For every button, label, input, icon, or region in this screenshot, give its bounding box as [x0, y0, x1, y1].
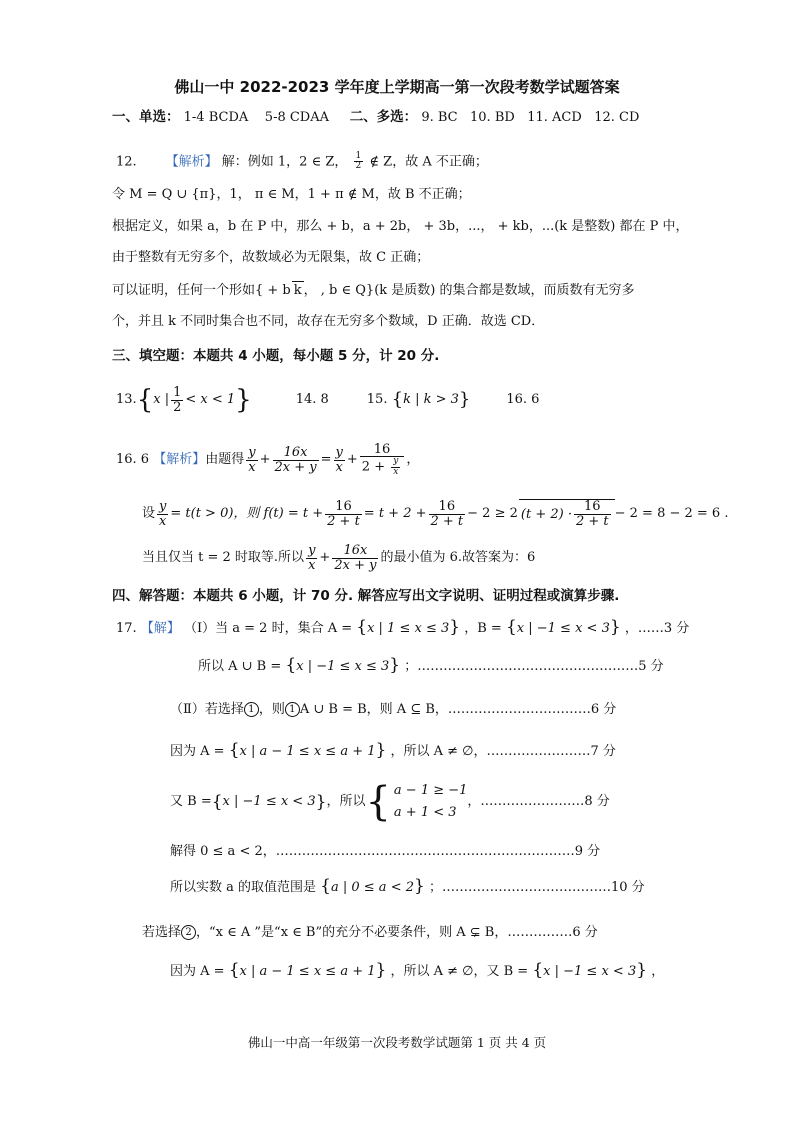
union-set: x | −1 ≤ x ≤ 3	[296, 659, 390, 674]
q12-text: ∉ Z，故 A 不正确；	[369, 154, 488, 170]
q17-line-2: 所以 A ∪ B = {x | −1 ≤ x ≤ 3} ；……………………………………………5 分	[198, 655, 664, 675]
q17-text: 所以实数 a 的取值范围是	[170, 880, 317, 895]
q17-score: ，……3 分	[624, 621, 690, 636]
circled-number-2: 2	[181, 925, 196, 940]
q17-line-5: 又 B = { x | −1 ≤ x < 3 } ，所以 { a − 1 ≥ −1 a + 1 < 3 ，……………………8 分	[170, 779, 610, 825]
q13-text: x |	[153, 392, 170, 407]
page-title: 佛山一中 2022-2023 学年度上学期高一第一次段考数学试题答案	[174, 78, 620, 96]
q17-text: ，所以 A ≠ ∅，又 B =	[390, 964, 529, 979]
q12-analysis-tag: 【解析】	[165, 154, 218, 170]
fraction: $\frac{y}{x}$	[335, 444, 343, 475]
q17-text: （Ⅱ）若选择	[170, 702, 244, 717]
q17-line-9: 因为 A = {x | a − 1 ≤ x ≤ a + 1} ，所以 A ≠ ∅，又 B = {x | −1 ≤ x < 3} ，	[170, 960, 665, 980]
system-brace: {	[365, 779, 391, 825]
brace-right: }	[235, 385, 252, 415]
fraction: $\frac{y}{x}$	[308, 542, 316, 573]
single-answer-1: 1-4 BCDA	[183, 110, 249, 125]
q17-line-6: 解得 0 ≤ a < 2，……………………………………………………………9 分	[170, 844, 601, 859]
set-b: x | −1 ≤ x < 3	[516, 621, 610, 636]
fraction: $\frac{1}{2}$	[355, 151, 362, 172]
q16-text: = t(t > 0)，则 f(t) = t +	[170, 506, 324, 521]
q16-answer: 16. 6	[506, 392, 540, 407]
single-answer-2: 5-8 CDAA	[264, 110, 330, 125]
fraction: $\frac{16}{2 + t}$	[430, 498, 464, 529]
q16-analysis-tag: 【解析】	[153, 452, 206, 467]
q15-answer: k | k > 3	[403, 392, 459, 407]
q17-text: ，所以	[326, 794, 366, 809]
q17-score: ，……………………8 分	[467, 794, 610, 809]
q17-text: ，	[651, 964, 665, 979]
q16-text: − 2 ≥ 2	[467, 506, 518, 521]
q12-number: 12.	[116, 154, 137, 170]
q17-text: 若选择	[142, 925, 182, 940]
page-footer: 佛山一中高一年级第一次段考数学试题第 1 页 共 4 页	[247, 1035, 547, 1050]
fraction: $\frac{16}{2 + t}$	[327, 498, 360, 529]
q17-lead: 17.	[116, 621, 137, 636]
equals-sign: =	[320, 452, 332, 467]
fraction: $\frac{16x}{2x + y}$	[274, 444, 317, 475]
brace-right: }	[458, 389, 471, 410]
q12-text: 可以证明，任何一个形如{ + b	[112, 283, 291, 298]
q17-text: 所以 A ∪ B =	[198, 659, 282, 674]
circled-number-1: 1	[285, 702, 300, 717]
circled-number-1: 1	[244, 702, 259, 717]
q16-line-2	[142, 494, 728, 534]
q16-text: 由题得	[205, 452, 245, 467]
q16-text: 当且仅当 t = 2 时取等.所以	[142, 550, 305, 565]
q16-lead: 16. 6	[116, 452, 150, 467]
set-a-general: x | a − 1 ≤ x ≤ a + 1	[239, 964, 376, 979]
q17-line-3	[170, 701, 616, 719]
q17-solution-tag: 【解】	[140, 621, 180, 636]
section4-heading: 四、解答题：本题共 6 小题，计 70 分. 解答应写出文字说明、证明过程或演算步骤.	[112, 588, 620, 604]
q12-line-6: 个，并且 k 不同时集合也不同，故存在无穷多个数域，D 正确．故选 CD．	[112, 314, 545, 329]
sqrt: (t + 2) · $\frac{16}{2 + t}$	[519, 499, 615, 528]
multi-answer-9: 9. BC	[421, 110, 458, 125]
q17-text: A ∪ B = B，则 A ⊆ B，……………………………6 分	[299, 702, 617, 717]
q12-line-5	[112, 281, 634, 300]
set-a: x | 1 ≤ x ≤ 3	[367, 621, 450, 636]
comma: ，	[406, 452, 420, 467]
q17-text: 又 B =	[170, 794, 212, 809]
fraction: $\frac{y}{x}$	[248, 444, 256, 475]
section3-heading: 三、填空题：本题共 4 小题，每小题 5 分，计 20 分.	[112, 348, 440, 364]
q17-score: ；……………………………………………5 分	[404, 659, 664, 674]
q16-text: − 2 = 8 − 2 = 6 .	[614, 506, 729, 521]
q16-text: 设	[142, 506, 156, 521]
fraction: $\frac{16}{2 + t}$	[575, 499, 609, 529]
q16-text: = t + 2 +	[363, 506, 427, 521]
set-b: x | −1 ≤ x < 3	[222, 794, 316, 809]
q17-text: （Ⅰ）当 a = 2 时，集合 A =	[183, 621, 353, 636]
brace-left: {	[391, 389, 404, 410]
set-b: x | −1 ≤ x < 3	[543, 964, 637, 979]
q12-line-2: 令 M = Q ∪ {π}，1， π ∈ M，1 + π ∉ M，故 B 不正确；	[112, 187, 471, 202]
plus-sign: +	[319, 550, 331, 565]
q17-line-7: 所以实数 a 的取值范围是 {a | 0 ≤ a < 2} ；…………………………………10 分	[170, 876, 645, 896]
q17-text: 因为 A =	[170, 964, 225, 979]
fraction: 16 2 + $\frac{y}{x}$	[360, 443, 405, 478]
q14-answer: 14. 8	[295, 392, 329, 407]
q12-line-3: 根据定义，如果 a，b 在 P 中，那么 + b，a + 2b， + 3b，...， + kb，...(k 是整数) 都在 P 中，	[112, 219, 689, 234]
set-a-general: x | a − 1 ≤ x ≤ a + 1	[239, 744, 376, 759]
q13-text: < x < 1	[185, 392, 236, 407]
q17-score: ；…………………………………10 分	[428, 880, 645, 895]
q12-text: 解：例如 1，2 ∈ Z，	[221, 154, 348, 170]
range-set: a | 0 ≤ a < 2	[330, 880, 414, 895]
multi-answer-12: 12. CD	[594, 110, 640, 125]
q16-line-1	[116, 438, 419, 482]
brace-left: {	[136, 385, 154, 415]
fraction: $\frac{y}{x}$	[159, 498, 167, 529]
plus-sign: +	[346, 452, 358, 467]
q17-line-4: 因为 A = {x | a − 1 ≤ x ≤ a + 1} ，所以 A ≠ ∅，……………………7 分	[170, 740, 616, 760]
q17-text: ，“x ∈ A ”是“x ∈ B”的充分不必要条件，则 A ⊊ B，……………6 分	[196, 925, 598, 940]
q12-line-1	[116, 152, 488, 172]
q17-text: 因为 A =	[170, 744, 225, 759]
q17-score: ，所以 A ≠ ∅，……………………7 分	[390, 744, 616, 759]
plus-sign: +	[259, 452, 271, 467]
multi-answer-11: 11. ACD	[527, 110, 582, 125]
fraction: $\frac{16x}{2x + y}$	[334, 542, 377, 573]
single-choice-heading: 一、单选：	[112, 109, 180, 125]
q16-text: 的最小值为 6.故答案为：6	[380, 550, 536, 565]
inequality-system: a − 1 ≥ −1 a + 1 < 3	[393, 783, 468, 820]
q13-label: 13.	[116, 392, 137, 407]
sqrt: k	[293, 283, 302, 298]
q17-line-8	[142, 924, 598, 942]
q15-label: 15.	[366, 392, 388, 407]
q17-line-1: 17. 【解】 （Ⅰ）当 a = 2 时，集合 A = {x | 1 ≤ x ≤ 3} ，B = {x | −1 ≤ x < 3} ，……3 分	[116, 617, 690, 637]
multi-choice-heading: 二、多选：	[349, 109, 418, 125]
fraction: $\frac{1}{2}$	[173, 384, 182, 415]
q12-text: ， , b ∈ Q}(k 是质数) 的集合都是数域，而质数有无穷多	[303, 283, 635, 298]
q17-text: ，B =	[464, 621, 502, 636]
fill-answers	[116, 380, 539, 420]
q16-line-3	[142, 538, 535, 578]
q17-text: ，则	[258, 702, 285, 717]
q12-line-4: 由于整数有无穷多个，故数域必为无限集，故 C 正确；	[112, 250, 430, 265]
answer-line	[112, 108, 639, 127]
multi-answer-10: 10. BD	[470, 110, 515, 125]
